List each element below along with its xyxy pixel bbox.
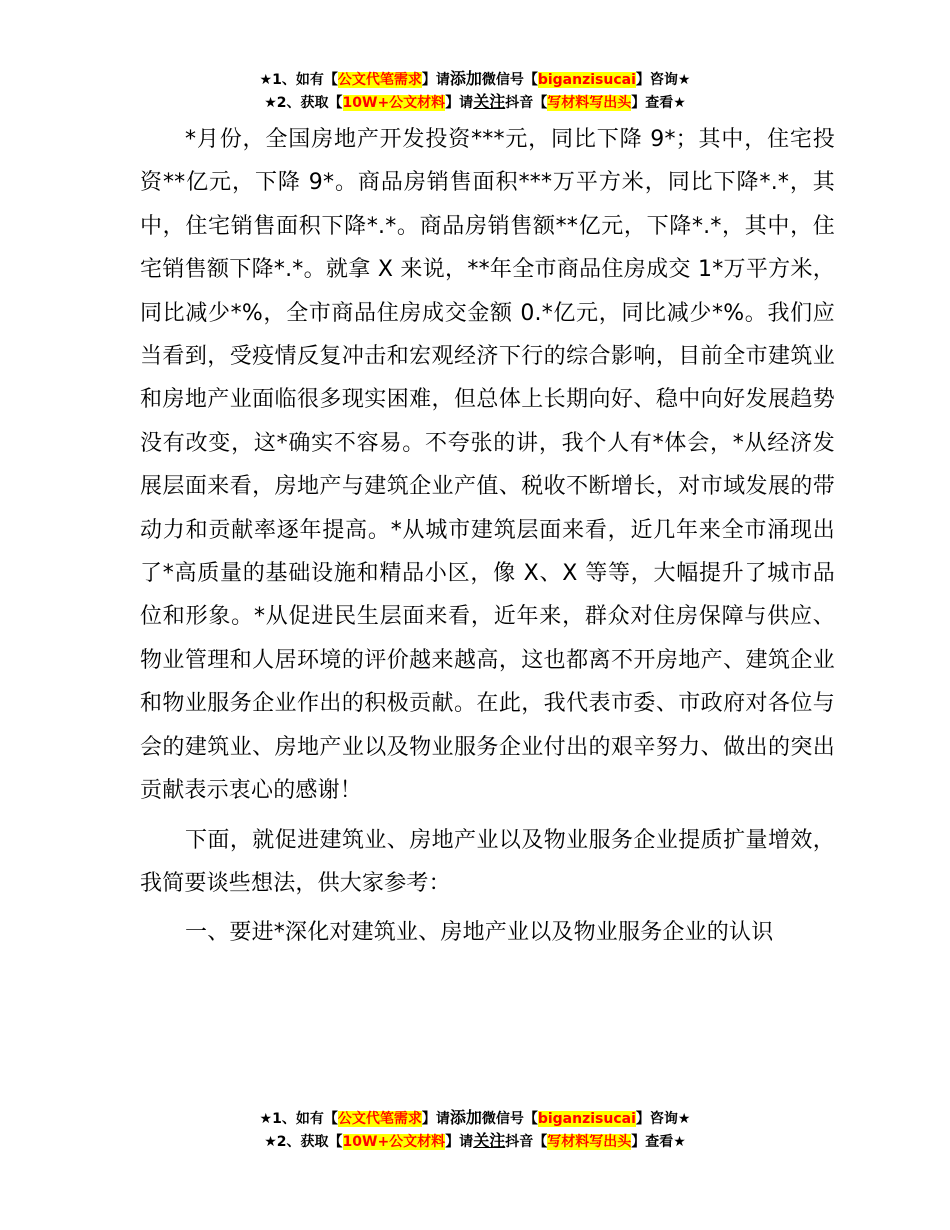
header-line-1-strong: 添加 [449, 69, 482, 88]
body-paragraph-1: *月份，全国房地产开发投资***元，同比下降 9*；其中，住宅投资**亿元，下降 9*。商品房销售面积***万平方米，同比下降*.*，其中，住宅销售面积下降*.*。商品房销售额**亿元，下降*.*，其中，住宅销售额下降*.*。就拿 X 来说，**年全市商品住房成交 1*万平方米，同比减少*%，全市商品住房成交金额 0.*亿元，同比减少*%。我们应当看到，受疫情反复冲击和宏观经济下行的综合影响，目前全市建筑业和房地产业面临很多现实困难，但总体上长期向好、稳中向好发展趋势没有改变，这*确实不容易。不夸张的讲，我个人有*体会，*从经济发展层面来看，房地产与建筑企业产值、税收不断增长，对市域发展的带动力和贡献率逐年提高。*从城市建筑层面来看，近几年来全市涌现出了*高质量的基础设施和精品小区，像 X、X 等等，大幅提升了城市品位和形象。*从促进民生层面来看，近年来，群众对住房保障与供应、物业管理和人居环境的评价越来越高，这也都离不开房地产、建筑企业和物业服务企业作出的积极贡献。在此，我代表市委、市政府对各位与会的建筑业、房地产业以及物业服务企业付出的艰辛努力、做出的突出贡献表示衷心的感谢！ [140, 127, 835, 804]
header-line-2-prefix: ★2、获取【 [264, 95, 343, 111]
footer-banner [0, 1107, 950, 1153]
footer-line-1-highlight-2: biganzisucai [537, 1111, 636, 1127]
header-line-1-mid: 】请 [421, 72, 450, 88]
header-line-2-highlight-2: 写材料写出头 [547, 95, 632, 111]
header-line-1-highlight-1: 公文代笔需求 [337, 72, 422, 88]
body-paragraph-2: 下面，就促进建筑业、房地产业以及物业服务企业提质扩量增效，我简要谈些想法，供大家参考： [140, 827, 835, 896]
header-line-1 [0, 68, 950, 91]
footer-line-2-highlight-1: 10W+公文材料 [342, 1134, 446, 1150]
header-line-2-suffix: 】查看★ [631, 95, 686, 111]
footer-line-1-mid2: 微信号【 [481, 1111, 538, 1127]
footer-line-2 [0, 1130, 950, 1153]
header-line-2-highlight-1: 10W+公文材料 [342, 95, 446, 111]
footer-line-1-prefix: ★1、如有【 [259, 1111, 338, 1127]
header-line-2-strong: 关注 [473, 92, 506, 111]
section-heading-1: 一、要进*深化对建筑业、房地产业以及物业服务企业的认识 [185, 920, 774, 946]
document-body [140, 118, 835, 955]
header-line-2-mid2: 抖音【 [505, 95, 548, 111]
footer-line-2-prefix: ★2、获取【 [264, 1134, 343, 1150]
header-line-2 [0, 91, 950, 114]
footer-line-2-strong: 关注 [473, 1131, 506, 1150]
footer-line-1 [0, 1107, 950, 1130]
footer-line-1-suffix: 】咨询★ [635, 1111, 691, 1127]
header-line-1-highlight-2: biganzisucai [537, 72, 636, 88]
footer-line-1-mid: 】请 [421, 1111, 450, 1127]
footer-line-2-suffix: 】查看★ [631, 1134, 686, 1150]
header-line-2-mid: 】请 [445, 95, 474, 111]
header-banner [0, 68, 950, 114]
footer-line-1-highlight-1: 公文代笔需求 [337, 1111, 422, 1127]
footer-line-2-mid: 】请 [445, 1134, 474, 1150]
header-line-1-suffix: 】咨询★ [635, 72, 691, 88]
header-line-1-mid2: 微信号【 [481, 72, 538, 88]
footer-line-2-highlight-2: 写材料写出头 [547, 1134, 632, 1150]
footer-line-1-strong: 添加 [449, 1108, 482, 1127]
header-line-1-prefix: ★1、如有【 [259, 72, 338, 88]
footer-line-2-mid2: 抖音【 [505, 1134, 548, 1150]
